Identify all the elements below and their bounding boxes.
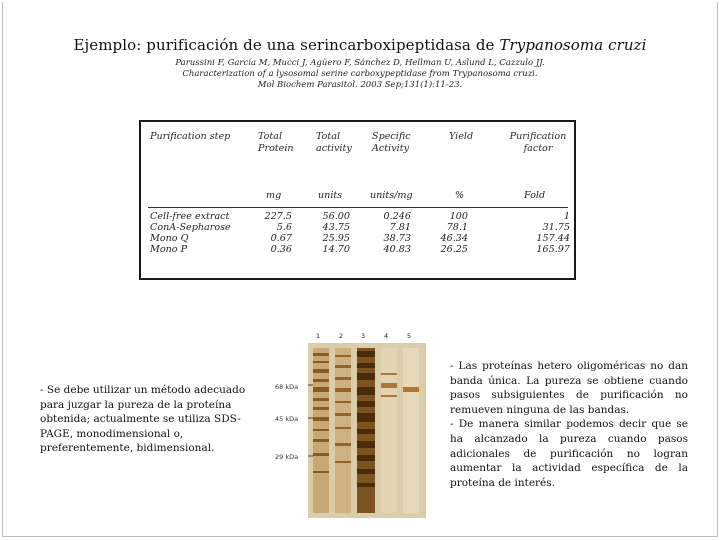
marker-29kda: 29 kDa — [275, 453, 299, 461]
header-yield: Yield — [449, 131, 474, 142]
title-text: Ejemplo: purificación de una serincarboxipeptidasa de — [73, 36, 500, 54]
table-cell: 7.81 — [389, 222, 411, 233]
header-total-protein: Total Protein — [258, 131, 294, 154]
lane-label-5: 5 — [407, 332, 412, 340]
header-total-activity: Total activity — [316, 131, 352, 154]
right-paragraphs — [450, 359, 688, 490]
table-cell: 43.75 — [322, 222, 350, 233]
table-cell: 227.5 — [264, 211, 292, 222]
header-step: Purification step — [150, 131, 231, 142]
slide-title — [0, 36, 720, 54]
left-paragraph: - Se debe utilizar un método adecuado para juzgar la pureza de la proteína obtenida; actualmente se utiliza SDS-PAGE, monodimensional o, preferentemente, bidimensional. — [40, 384, 246, 454]
table-cell: 46.34 — [440, 233, 468, 244]
lane-label-2: 2 — [339, 332, 344, 340]
unit-mg: mg — [266, 190, 282, 201]
lane-label-1: 1 — [316, 332, 321, 340]
header-purification-factor: Purification factor — [509, 131, 567, 154]
citation-authors: Parussini F, García M, Mucci J, Agüero F, Sánchez D, Hellman U, Aslund L, Cazzulo JJ. — [175, 58, 545, 68]
citation-journal: Mol Biochem Parasitol. 2003 Sep;131(1):11-23. — [257, 80, 463, 90]
table-cell: 165.97 — [536, 244, 570, 255]
table-cell: 25.95 — [322, 233, 350, 244]
table-row-step: Cell-free extract — [150, 211, 230, 222]
right-paragraph-2: - De manera similar podemos decir que se ha alcanzado la pureza cuando pasos adicionales de purificación no logran aumentar la actividad específica de la proteína de interés. — [450, 418, 688, 489]
unit-units: units — [318, 190, 343, 201]
table-cell: 0.36 — [270, 244, 292, 255]
lane-label-3: 3 — [361, 332, 366, 340]
table-cell: 40.83 — [383, 244, 411, 255]
table-row-step: ConA-Sepharose — [150, 222, 231, 233]
table-cell: 157.44 — [536, 233, 570, 244]
right-paragraph-1: - Las proteínas hetero oligoméricas no dan banda única. La pureza se obtiene cuando pasos subsiguientes de purificación no remueven ninguna de las bandas. — [450, 360, 688, 416]
table-row-step: Mono Q — [150, 233, 189, 244]
marker-45kda: 45 kDa — [275, 415, 299, 423]
marker-68kda: 68 kDa — [275, 383, 299, 391]
table-cell: 78.1 — [446, 222, 468, 233]
lane-label-4: 4 — [384, 332, 389, 340]
title-species: Trypanosoma cruzi — [499, 36, 647, 54]
table-divider — [148, 207, 568, 208]
table-cell: 31.75 — [542, 222, 570, 233]
table-cell: 38.73 — [383, 233, 411, 244]
table-cell: 56.00 — [322, 211, 350, 222]
table-cell: 0.246 — [383, 211, 411, 222]
citation-title: Characterization of a lysosomal serine carboxypeptidase from Trypanosoma cruzi. — [182, 69, 538, 79]
table-cell: 1 — [563, 211, 570, 222]
header-specific-activity: Specific Activity — [372, 131, 411, 154]
unit-percent: % — [455, 190, 465, 201]
table-cell: 26.25 — [440, 244, 468, 255]
unit-fold: Fold — [524, 190, 546, 201]
unit-units-mg: units/mg — [370, 190, 413, 201]
table-cell: 5.6 — [276, 222, 292, 233]
sds-page-gel-image — [308, 343, 426, 518]
table-cell: 0.67 — [270, 233, 292, 244]
table-row-step: Mono P — [150, 244, 188, 255]
table-cell: 14.70 — [322, 244, 350, 255]
table-cell: 100 — [449, 211, 468, 222]
